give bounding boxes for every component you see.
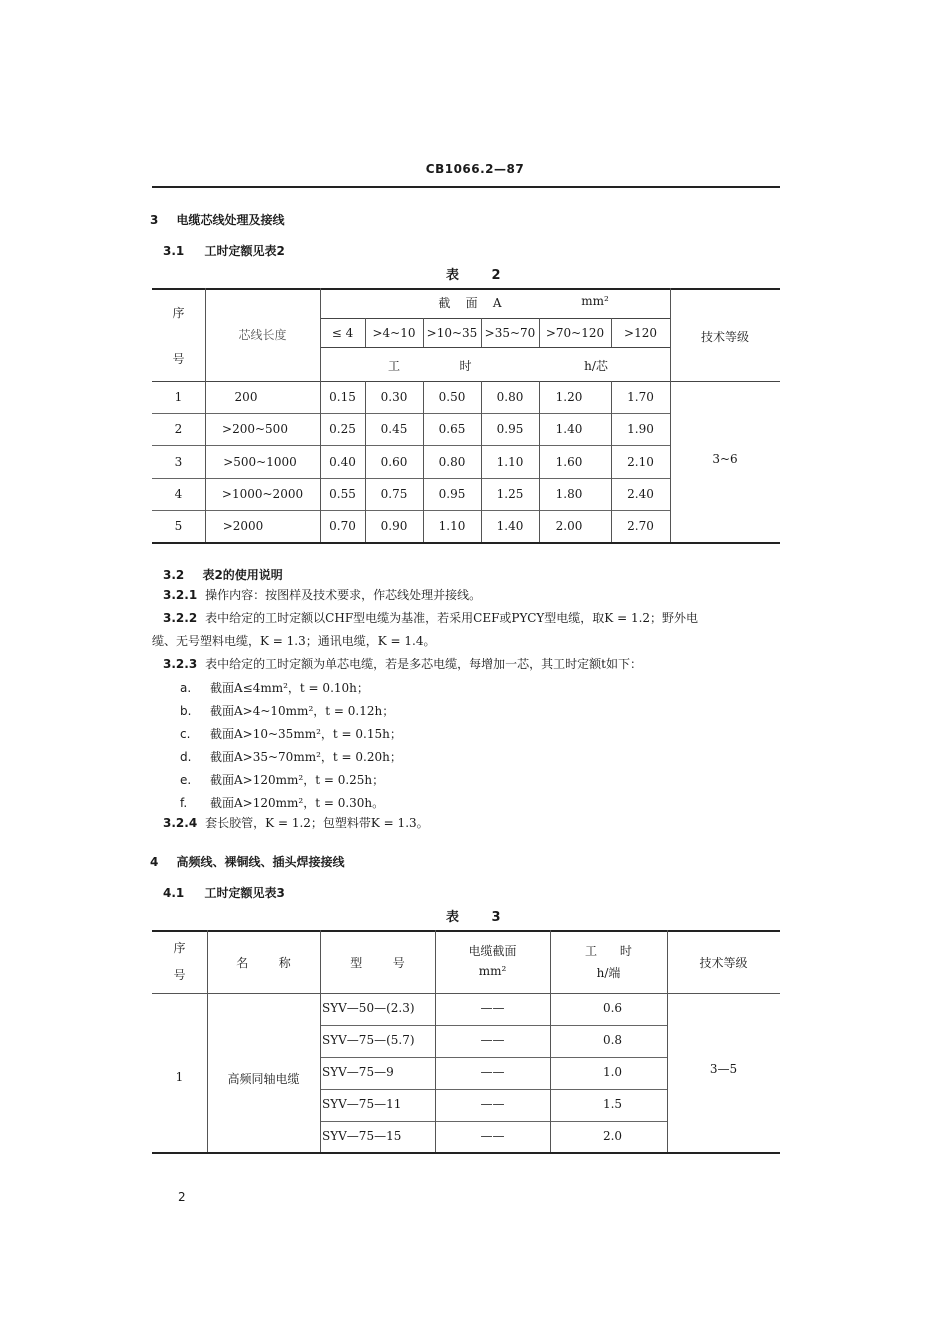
row-value: 0.45 <box>380 422 408 436</box>
row-value: 0.40 <box>329 455 356 469</box>
section-number: 3 <box>150 213 159 227</box>
row-value: 0.75 <box>380 487 408 501</box>
paragraph-text: 操作内容：按图样及技术要求，作芯线处理并接线。 <box>205 588 482 602</box>
subsection-3-1-heading <box>163 242 285 259</box>
grade-value: 3~6 <box>712 452 738 466</box>
row-value: 0.25 <box>329 422 356 436</box>
row-value: 0.65 <box>438 422 466 436</box>
row-value: 0.15 <box>329 390 356 404</box>
list-item-label: c. <box>180 727 191 741</box>
range-header: >120 <box>624 326 657 340</box>
row-section: —— <box>480 1065 505 1079</box>
row-length: >500~1000 <box>223 455 297 469</box>
section-4-heading <box>150 853 345 870</box>
list-item-text: 截面A>120mm²，t = 0.25h； <box>210 773 385 787</box>
row-time: 0.6 <box>602 1001 623 1015</box>
paragraph-3-2-4 <box>163 812 783 834</box>
list-item <box>180 725 402 742</box>
row-seq: 1 <box>174 390 183 404</box>
section-title: 电缆芯线处理及接线 <box>176 213 285 227</box>
section-header-label: 截 面 A <box>438 296 502 310</box>
list-item-text: 截面A>4~10mm²，t = 0.12h； <box>210 704 395 718</box>
list-item <box>180 794 384 811</box>
subsection-4-1-heading <box>163 884 285 901</box>
row-length: 200 <box>234 390 258 404</box>
row-value: 0.80 <box>438 455 466 469</box>
row-seq: 1 <box>175 1070 184 1084</box>
subsection-number: 4.1 <box>163 886 185 900</box>
paragraph-3-2-2-continued: 缆、无号塑料电缆，K = 1.3；通讯电缆，K = 1.4。 <box>152 634 436 648</box>
list-item-text: 截面A>120mm²，t = 0.30h。 <box>210 796 385 810</box>
row-time: 0.8 <box>602 1033 623 1047</box>
list-item-label: d. <box>180 750 192 764</box>
list-item <box>180 679 369 696</box>
seq-header-bottom: 号 <box>173 968 186 982</box>
name-header: 名 称 <box>236 956 291 970</box>
row-length: >200~500 <box>222 422 288 436</box>
row-seq: 4 <box>174 487 183 501</box>
paragraph-number: 3.2.4 <box>163 816 198 830</box>
row-model: SYV—75—(5.7) <box>322 1033 415 1047</box>
row-value: 1.60 <box>555 455 583 469</box>
time-header-a: 工 <box>387 359 400 373</box>
list-item-text: 截面A>35~70mm²，t = 0.20h； <box>210 750 402 764</box>
row-value: 1.25 <box>496 487 524 501</box>
list-item-label: f. <box>180 796 188 810</box>
list-item-label: e. <box>180 773 192 787</box>
length-header: 芯线长度 <box>238 328 287 342</box>
time-header-unit: h/芯 <box>584 359 608 373</box>
row-time: 2.0 <box>602 1129 623 1143</box>
row-model: SYV—75—15 <box>322 1129 402 1143</box>
range-header: >10~35 <box>426 326 478 340</box>
row-seq: 3 <box>174 455 183 469</box>
row-value: 0.60 <box>380 455 408 469</box>
row-value: 1.90 <box>627 422 654 436</box>
paragraph-3-2-2 <box>163 607 788 629</box>
row-value: 0.70 <box>329 519 356 533</box>
model-header: 型 号 <box>350 956 405 970</box>
row-model: SYV—75—11 <box>322 1097 402 1111</box>
time-header-a: 工 时 <box>585 944 632 958</box>
paragraph-text: 表中给定的工时定额以CHF型电缆为基准，若采用CEF或PYCY型电缆，取K = 1.2；野外电 <box>205 611 699 625</box>
section-header-b: mm² <box>478 964 507 978</box>
row-value: 0.80 <box>496 390 524 404</box>
row-value: 1.10 <box>438 519 466 533</box>
section-header-a: 电缆截面 <box>468 944 517 958</box>
paragraph-number: 3.2.2 <box>163 611 198 625</box>
row-value: 0.95 <box>438 487 466 501</box>
seq-header-top: 序 <box>172 306 185 320</box>
section-header-unit: mm² <box>581 294 609 308</box>
row-value: 0.90 <box>380 519 408 533</box>
range-header: >4~10 <box>372 326 416 340</box>
row-value: 0.95 <box>496 422 524 436</box>
row-length: >2000 <box>222 519 264 533</box>
range-header: >35~70 <box>484 326 536 340</box>
time-header-b: h/端 <box>596 966 621 980</box>
row-value: 0.50 <box>438 390 466 404</box>
subsection-title: 工时定额见表2 <box>204 244 285 258</box>
row-model: SYV—75—9 <box>322 1065 394 1079</box>
row-value: 1.40 <box>555 422 583 436</box>
row-value: 2.00 <box>555 519 583 533</box>
grade-header: 技术等级 <box>700 330 749 344</box>
range-header: >70~120 <box>545 326 605 340</box>
page-number: 2 <box>178 1190 186 1204</box>
table-3-caption: 表 3 <box>446 910 515 925</box>
row-length: >1000~2000 <box>221 487 304 501</box>
list-item-text: 截面A≤4mm²，t = 0.10h； <box>210 681 369 695</box>
row-seq: 2 <box>174 422 183 436</box>
range-header: ≤ 4 <box>331 326 354 340</box>
list-item <box>180 771 384 788</box>
row-time: 1.0 <box>602 1065 623 1079</box>
row-section: —— <box>480 1033 505 1047</box>
section-number: 4 <box>150 855 159 869</box>
paragraph-3-2-1 <box>163 584 783 606</box>
list-item-label: a. <box>180 681 192 695</box>
table-2-caption: 表 2 <box>446 268 515 283</box>
row-value: 1.10 <box>496 455 524 469</box>
time-header-b: 时 <box>459 359 472 373</box>
seq-header-top: 序 <box>173 941 186 955</box>
row-seq: 5 <box>174 519 183 533</box>
row-value: 2.10 <box>627 455 654 469</box>
row-value: 1.40 <box>496 519 524 533</box>
row-section: —— <box>480 1001 505 1015</box>
document-code: CB1066.2—87 <box>425 162 525 176</box>
subsection-3-2-heading <box>163 566 283 583</box>
paragraph-number: 3.2.1 <box>163 588 198 602</box>
subsection-number: 3.1 <box>163 244 185 258</box>
list-item-text: 截面A>10~35mm²，t = 0.15h； <box>210 727 402 741</box>
paragraph-text: 表中给定的工时定额为单芯电缆，若是多芯电缆，每增加一芯，其工时定额t如下： <box>205 657 642 671</box>
row-section: —— <box>480 1129 505 1143</box>
header-rule <box>152 186 780 188</box>
row-value: 2.40 <box>627 487 654 501</box>
grade-value: 3—5 <box>709 1062 738 1076</box>
subsection-number: 3.2 <box>163 568 185 582</box>
section-title: 高频线、裸铜线、插头焊接接线 <box>176 855 345 869</box>
row-value: 0.55 <box>329 487 356 501</box>
row-section: —— <box>480 1097 505 1111</box>
section-3-heading <box>150 211 285 228</box>
row-value: 2.70 <box>627 519 654 533</box>
row-value: 1.70 <box>627 390 654 404</box>
subsection-title: 表2的使用说明 <box>202 568 283 582</box>
list-item-label: b. <box>180 704 192 718</box>
row-value: 1.20 <box>555 390 583 404</box>
row-value: 1.80 <box>555 487 583 501</box>
seq-header-bottom: 号 <box>172 352 185 366</box>
paragraph-3-2-3 <box>163 653 783 675</box>
row-name: 高频同轴电缆 <box>227 1072 300 1086</box>
row-model: SYV—50—(2.3) <box>322 1001 415 1015</box>
grade-header: 技术等级 <box>699 956 748 970</box>
row-time: 1.5 <box>602 1097 623 1111</box>
subsection-title: 工时定额见表3 <box>204 886 285 900</box>
row-value: 0.30 <box>380 390 408 404</box>
list-item <box>180 702 394 719</box>
paragraph-number: 3.2.3 <box>163 657 198 671</box>
list-item <box>180 748 402 765</box>
paragraph-text: 套长胶管，K = 1.2；包塑料带K = 1.3。 <box>205 816 429 830</box>
